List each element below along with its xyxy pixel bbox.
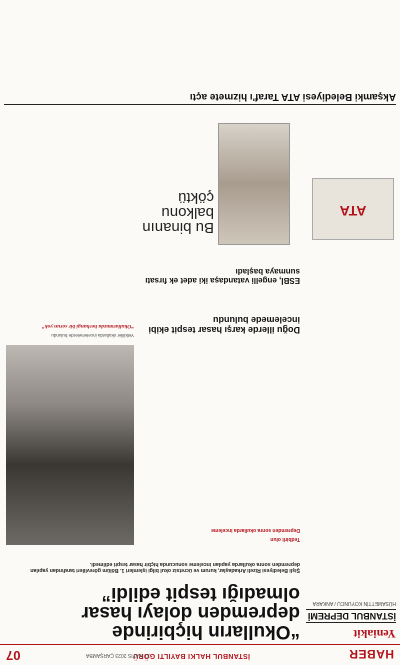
building-photo	[218, 123, 290, 245]
column-title: İSTANBUL DEPREMİ	[307, 611, 396, 621]
issue-date: 31 MAYIS 2023 ÇARŞAMBA	[85, 652, 150, 658]
tertiary-headline: ESBİ, engelli vatandaşa iki adet ek fırsatı sunmaya başladı	[145, 267, 300, 285]
ata-logo-text: ATA	[339, 203, 367, 219]
balcony-headline: Bu binanın balkonu çöktü	[142, 189, 214, 236]
ata-logo-image	[312, 178, 394, 240]
page-number: 07	[6, 648, 21, 663]
middle-columns	[140, 245, 300, 545]
secondary-headline: Doğu illerde karşı hasar tespit ekibi incelemede bulundu	[148, 315, 300, 335]
byline: HÜSAMETTİN KOYUNCU / ANKARA	[312, 600, 396, 606]
officials-photo	[6, 333, 134, 545]
bottom-body-text	[4, 7, 396, 87]
subhead-1: Tedbirli olun	[270, 536, 300, 542]
main-headline: “Okulların hiçbirinde depremden dolayı hasar olmadığı tespit edildi”	[81, 583, 300, 642]
main-deck: Şişli Belediyesi Rizeli Arkadaşlar, kurum ve ücretsiz okul bilgi işlemleri 1. Bölüm görevlileri tarafından yapılan depremden sonra okullarda yapılan inceleme sonucunda hiçbir hasar tespit edilmedi.	[30, 560, 300, 573]
section-label: HABER	[348, 647, 394, 661]
subhead-2: Depremden sonra okullarda inceleme	[211, 527, 300, 533]
photo-caption: Yetkililer okullarda incelemelerde bulundu	[51, 333, 134, 338]
left-body-text	[306, 592, 396, 597]
bottom-headline: Akşamki Belediyesi ATA Taraf'ı hizmete açtı	[4, 91, 396, 105]
pull-quote: “Okullarımızda herhangi bir sorun yok”	[42, 323, 134, 329]
page-header	[0, 644, 400, 665]
brand-logo: Yeniakit	[353, 627, 396, 641]
left-column	[306, 241, 396, 641]
header-kicker: İSTANBUL HALKI BAYILTI GÖRÜ	[132, 652, 250, 659]
